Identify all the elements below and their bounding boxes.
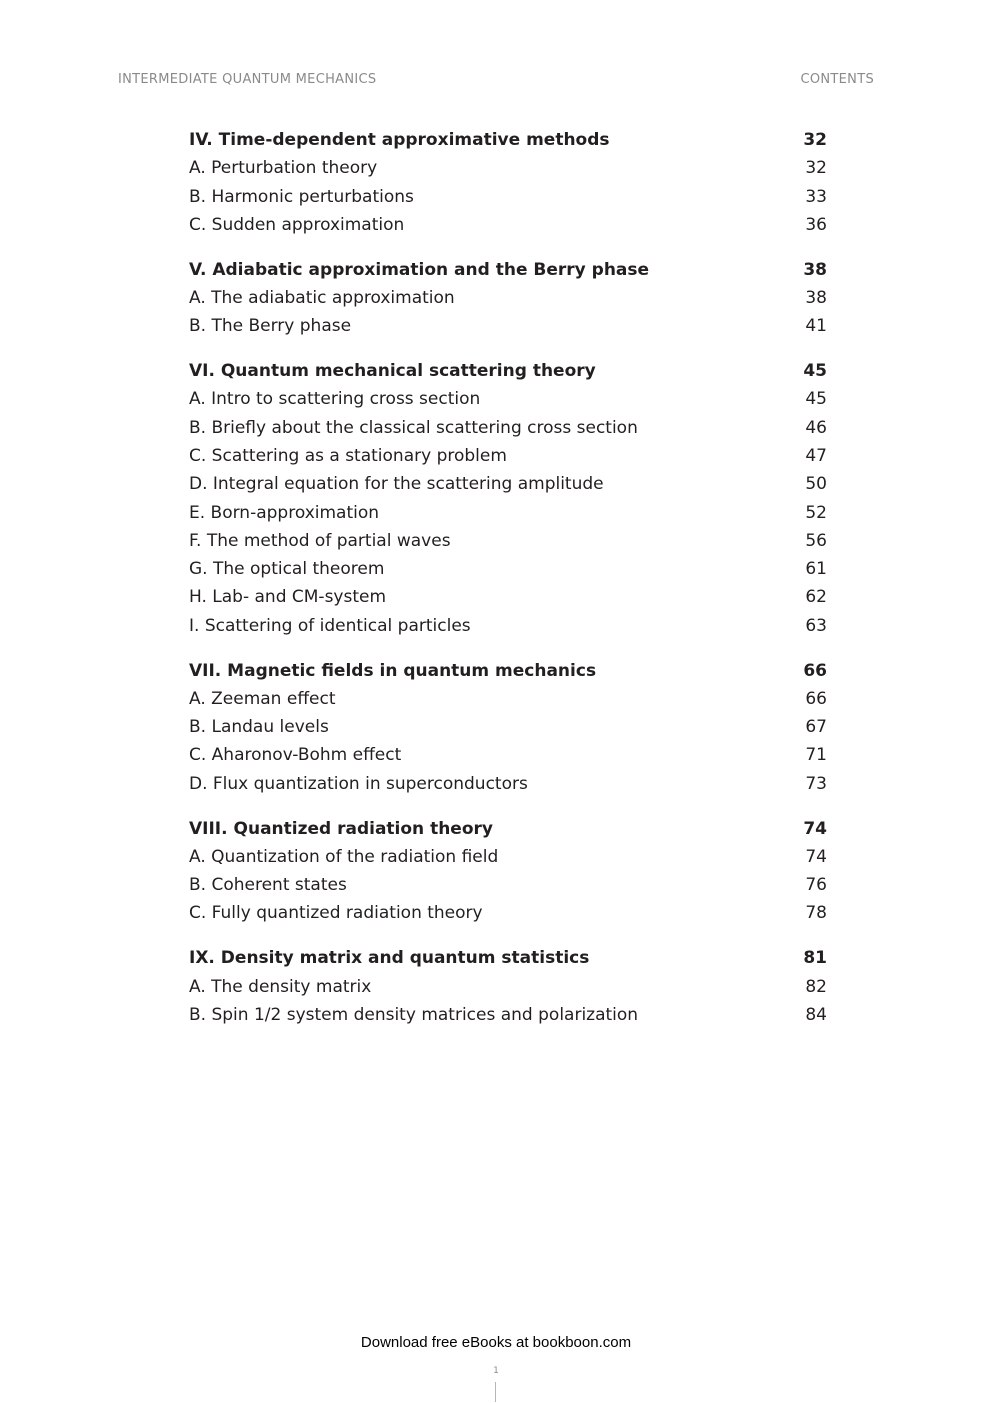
toc-section-entry[interactable] xyxy=(189,1001,827,1029)
toc-section-entry-title: H. Lab- and CM-system xyxy=(189,587,387,608)
toc-section-entry-title: E. Born-approximation xyxy=(189,502,380,523)
toc-chapter xyxy=(189,126,827,239)
toc-section-entry-title: B. Briefly about the classical scattering cross section xyxy=(189,417,638,438)
toc-section-entry-page: 33 xyxy=(805,186,827,207)
toc-section-entry-page: 67 xyxy=(805,717,827,738)
toc-section-entry[interactable] xyxy=(189,499,827,527)
toc-section-entry-title: A. Intro to scattering cross section xyxy=(189,389,481,410)
toc-section-entry-page: 38 xyxy=(805,287,827,308)
toc-section-entry-title: F. The method of partial waves xyxy=(189,530,451,551)
toc-section-entry[interactable] xyxy=(189,612,827,640)
toc-chapter xyxy=(189,815,827,928)
toc-section-entry-page: 82 xyxy=(805,976,827,997)
toc-section-entry-title: I. Scattering of identical particles xyxy=(189,615,471,636)
toc-chapter-heading[interactable] xyxy=(189,815,827,843)
toc-section-entry[interactable] xyxy=(189,871,827,899)
toc-chapter-heading-title: VIII. Quantized radiation theory xyxy=(189,818,493,839)
toc-chapter xyxy=(189,256,827,341)
toc-chapter-heading-page: 45 xyxy=(803,361,827,382)
download-notice: Download free eBooks at bookboon.com xyxy=(360,1334,632,1351)
toc-section-entry-page: 74 xyxy=(805,846,827,867)
toc-section-entry[interactable] xyxy=(189,312,827,340)
toc-section-entry[interactable] xyxy=(189,211,827,239)
book-title: INTERMEDIATE QUANTUM MECHANICS xyxy=(118,72,377,87)
section-title: CONTENTS xyxy=(800,72,874,87)
toc-chapter-heading-page: 38 xyxy=(803,259,827,280)
toc-chapter-heading-page: 66 xyxy=(803,660,827,681)
toc-section-entry[interactable] xyxy=(189,442,827,470)
toc-section-entry-page: 84 xyxy=(805,1004,827,1025)
toc-section-entry[interactable] xyxy=(189,741,827,769)
toc-chapter-heading-title: IX. Density matrix and quantum statistics xyxy=(189,948,590,969)
page-number: 1 xyxy=(493,1366,499,1376)
toc-section-entry[interactable] xyxy=(189,713,827,741)
toc-section-entry-page: 32 xyxy=(805,158,827,179)
toc-section-entry-page: 36 xyxy=(805,214,827,235)
toc-section-entry[interactable] xyxy=(189,527,827,555)
toc-section-entry-title: A. Quantization of the radiation field xyxy=(189,846,499,867)
toc-section-entry[interactable] xyxy=(189,284,827,312)
toc-chapter-heading-title: IV. Time-dependent approximative methods xyxy=(189,130,610,150)
toc-section-entry-title: C. Scattering as a stationary problem xyxy=(189,445,507,466)
toc-section-entry-page: 73 xyxy=(805,773,827,794)
toc-section-entry-title: A. The adiabatic approximation xyxy=(189,287,455,308)
toc-chapter-heading-page: 81 xyxy=(803,948,827,969)
toc-section-entry-title: C. Aharonov-Bohm effect xyxy=(189,745,402,766)
toc-chapter-heading-title: VI. Quantum mechanical scattering theory xyxy=(189,361,596,382)
toc-section-entry-page: 62 xyxy=(805,587,827,608)
page-number-rule xyxy=(495,1382,496,1402)
toc-section-entry-page: 52 xyxy=(805,502,827,523)
toc-chapter xyxy=(189,657,827,798)
running-header xyxy=(118,72,874,90)
toc-section-entry-title: C. Sudden approximation xyxy=(189,214,405,235)
toc-section-entry-title: B. The Berry phase xyxy=(189,316,352,337)
toc-section-entry-page: 71 xyxy=(805,745,827,766)
toc-section-entry[interactable] xyxy=(189,685,827,713)
toc-section-entry-title: D. Integral equation for the scattering amplitude xyxy=(189,474,604,495)
toc-section-entry-title: D. Flux quantization in superconductors xyxy=(189,773,528,794)
toc-chapter-heading[interactable] xyxy=(189,944,827,972)
toc-section-entry-title: A. Zeeman effect xyxy=(189,688,336,709)
toc-section-entry-page: 46 xyxy=(805,417,827,438)
toc-section-entry-title: G. The optical theorem xyxy=(189,559,385,580)
toc-section-entry-page: 45 xyxy=(805,389,827,410)
table-of-contents xyxy=(189,126,827,1046)
toc-section-entry-page: 50 xyxy=(805,474,827,495)
toc-section-entry-page: 61 xyxy=(805,559,827,580)
toc-chapter-heading[interactable] xyxy=(189,256,827,284)
toc-section-entry[interactable] xyxy=(189,154,827,182)
toc-section-entry-title: A. The density matrix xyxy=(189,976,372,997)
toc-section-entry[interactable] xyxy=(189,183,827,211)
toc-chapter-heading[interactable] xyxy=(189,657,827,685)
toc-section-entry[interactable] xyxy=(189,470,827,498)
toc-section-entry[interactable] xyxy=(189,770,827,798)
toc-chapter-heading-page: 32 xyxy=(803,130,827,150)
toc-section-entry[interactable] xyxy=(189,414,827,442)
toc-section-entry-page: 41 xyxy=(805,316,827,337)
toc-chapter-heading-title: V. Adiabatic approximation and the Berry phase xyxy=(189,259,650,280)
toc-section-entry-page: 76 xyxy=(805,875,827,896)
toc-chapter xyxy=(189,357,827,640)
toc-section-entry-title: B. Spin 1/2 system density matrices and polarization xyxy=(189,1004,639,1025)
toc-chapter-heading-title: VII. Magnetic fields in quantum mechanics xyxy=(189,660,597,681)
toc-chapter-heading[interactable] xyxy=(189,126,827,154)
toc-section-entry-title: C. Fully quantized radiation theory xyxy=(189,903,483,924)
toc-section-entry-title: B. Coherent states xyxy=(189,875,347,896)
toc-section-entry[interactable] xyxy=(189,973,827,1001)
toc-chapter xyxy=(189,944,827,1029)
toc-section-entry-title: B. Landau levels xyxy=(189,717,329,738)
toc-section-entry[interactable] xyxy=(189,385,827,413)
toc-section-entry-page: 66 xyxy=(805,688,827,709)
toc-section-entry[interactable] xyxy=(189,583,827,611)
toc-chapter-heading-page: 74 xyxy=(803,818,827,839)
toc-section-entry[interactable] xyxy=(189,843,827,871)
toc-section-entry-page: 56 xyxy=(805,530,827,551)
toc-section-entry-page: 78 xyxy=(805,903,827,924)
toc-section-entry-title: B. Harmonic perturbations xyxy=(189,186,414,207)
toc-chapter-heading[interactable] xyxy=(189,357,827,385)
toc-section-entry[interactable] xyxy=(189,555,827,583)
toc-section-entry-page: 63 xyxy=(805,615,827,636)
toc-section-entry[interactable] xyxy=(189,899,827,927)
toc-section-entry-title: A. Perturbation theory xyxy=(189,158,378,179)
toc-section-entry-page: 47 xyxy=(805,445,827,466)
